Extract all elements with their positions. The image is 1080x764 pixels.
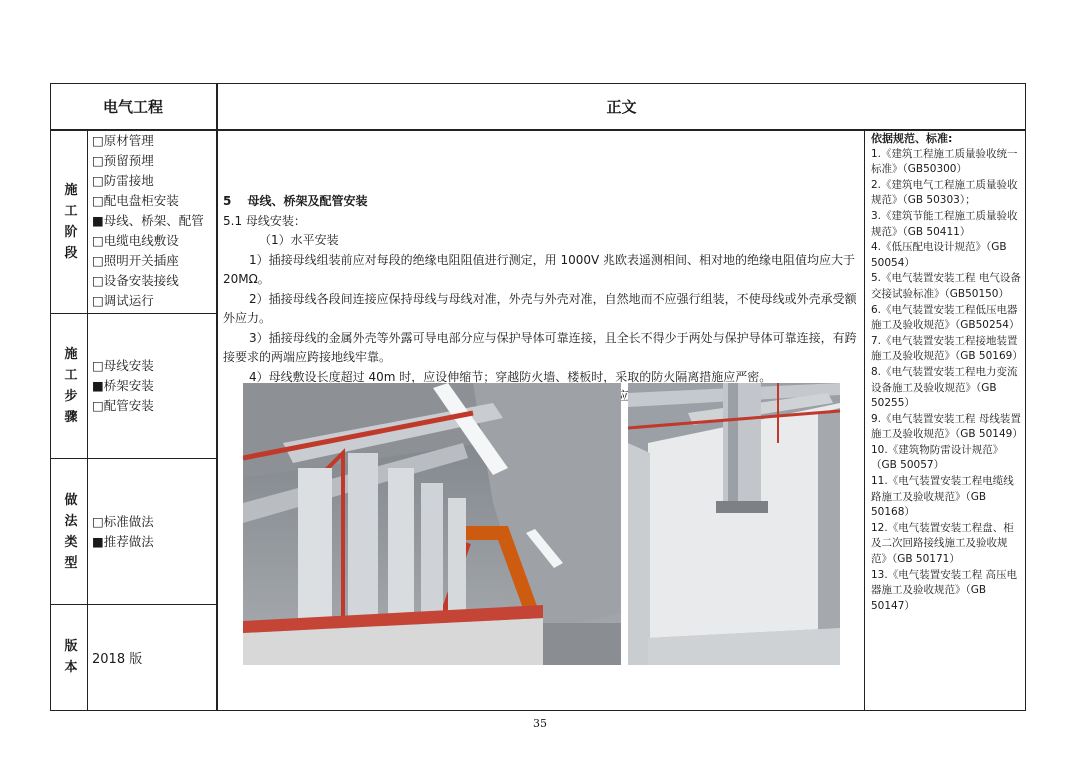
vertical-busway-photo	[628, 383, 840, 665]
construction-stage-label: 施 工 阶 段	[64, 183, 78, 261]
paragraph: 3）插接母线的金属外壳等外露可导电部分应与保护导体可靠连接，且全长不得少于两处与保护导体可靠连接，有跨接要求的两端应跨接地线牢靠。	[223, 330, 857, 364]
reference-item: 11.《电气装置安装工程电缆线路施工及验收规范》（GB 50168）	[871, 475, 1014, 519]
step-option[interactable]: □配管安装	[92, 398, 154, 413]
reference-item: 7.《电气装置安装工程接地装置施工及验收规范》（GB 50169）	[871, 334, 1023, 363]
reference-item: 8.《电气装置安装工程电力变流设备施工及验收规范》（GB 50255）	[871, 365, 1018, 410]
version-label: 版 本	[64, 639, 78, 675]
paragraph: 4）母线敷设长度超过 40m 时，应设伸缩节；穿越防火墙、楼板时，采取的防火隔离措施应严密。	[249, 369, 772, 384]
stage-option[interactable]: □调试运行	[92, 293, 154, 308]
method-option-selected[interactable]: ■推荐做法	[92, 534, 154, 549]
subsection-title: 5.1 母线安装：	[223, 213, 306, 228]
method-type-options	[92, 512, 154, 552]
busway-installation-photo	[243, 383, 621, 665]
reference-item: 5.《电气装置安装工程 电气设备交接试验标准》（GB50150）	[871, 272, 1021, 300]
stage-option-selected[interactable]: ■母线、桥架、配管	[92, 213, 204, 228]
stage-option[interactable]: □配电盘柜安装	[92, 193, 179, 208]
left-column-divider	[216, 83, 218, 711]
main-content	[223, 192, 859, 407]
step-option-selected[interactable]: ■桥架安装	[92, 378, 154, 393]
version-value: 2018 版	[92, 652, 143, 667]
header-left-title: 电气工程	[102, 98, 163, 116]
reference-item: 4.《低压配电设计规范》（GB 50054）	[871, 241, 1007, 269]
page-number: 35	[533, 717, 547, 730]
row-divider-2	[50, 458, 217, 459]
row-divider-1	[50, 313, 217, 314]
construction-steps-options	[92, 356, 154, 416]
reference-item: 13.《电气装置安装工程 高压电器施工及验收规范》（GB 50147）	[871, 568, 1018, 612]
row-divider-3	[50, 604, 217, 605]
method-option[interactable]: □标准做法	[92, 514, 154, 529]
stage-option[interactable]: □防雷接地	[92, 173, 154, 188]
reference-column-divider	[864, 129, 865, 711]
reference-item: 12.《电气装置安装工程盘、柜及二次回路接线施工及验收规范》（GB 50171）	[871, 521, 1014, 566]
reference-item: 2.《建筑电气工程施工质量验收规范》（GB 50303）；	[871, 178, 1018, 207]
reference-standards	[871, 131, 1023, 614]
construction-steps-label: 施 工 步 骤	[64, 347, 78, 425]
reference-item: 1.《建筑工程施工质量验收统一标准》（GB50300）	[871, 147, 1018, 176]
method-type-label: 做 法 类 型	[64, 493, 78, 571]
reference-item: 3.《建筑节能工程施工质量验收规范》（GB 50411）	[871, 209, 1018, 238]
stage-option[interactable]: □设备安装接线	[92, 273, 179, 288]
reference-item: 10.《建筑物防雷设计规范》（GB 50057）	[871, 443, 1004, 472]
reference-item: 6.《电气装置安装工程低压电器施工及验收规范》（GB50254）	[871, 303, 1020, 332]
step-option[interactable]: □母线安装	[92, 358, 154, 373]
stage-option[interactable]: □预留预埋	[92, 153, 154, 168]
item-heading: （1）水平安装	[259, 233, 339, 247]
reference-item: 9.《电气装置安装工程 母线装置施工及验收规范》（GB 50149）	[871, 412, 1023, 441]
paragraph: 2）插接母线各段间连接应保持母线与母线对准，外壳与外壳对准，自然地而不应强行组装，不使母线或外壳承受额外应力。	[223, 291, 857, 325]
stage-option[interactable]: □电缆电线敷设	[92, 233, 179, 248]
section-title: 5 母线、桥架及配管安装	[223, 194, 368, 208]
construction-stage-options	[92, 131, 204, 311]
stage-option[interactable]: □照明开关插座	[92, 253, 179, 268]
paragraph: 1）插接母线组装前应对每段的绝缘电阻阻值进行测定，用 1000V 兆欧表遥测相间、相对地的绝缘电阻值均应大于20MΩ。	[223, 252, 856, 286]
header-right-title: 正文	[606, 98, 637, 116]
references-title: 依据规范、标准:	[871, 132, 953, 145]
stage-option[interactable]: □原材管理	[92, 133, 154, 148]
